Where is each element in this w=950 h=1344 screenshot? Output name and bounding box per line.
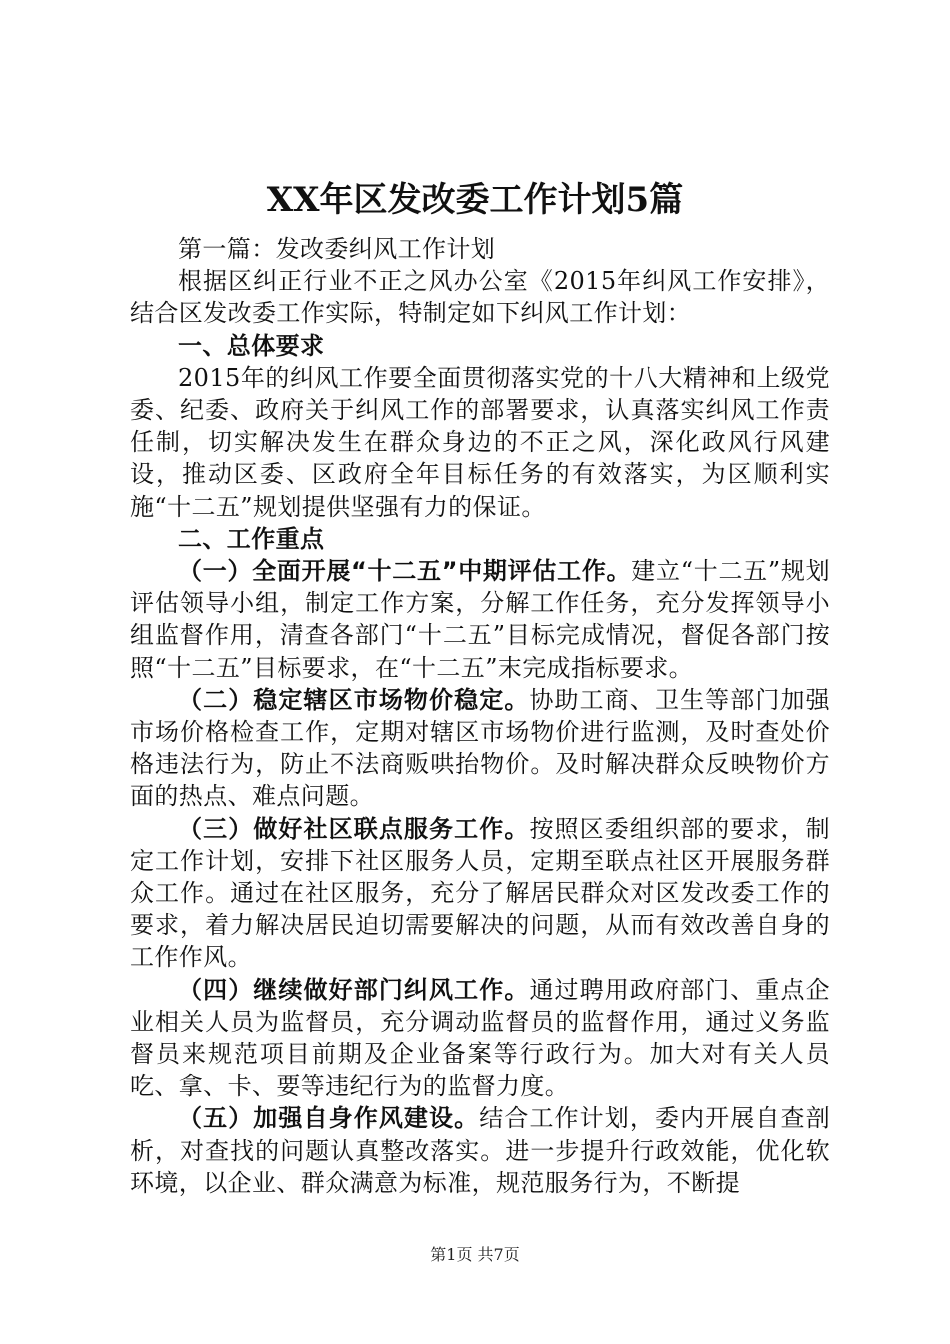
work-item-lead: （二）稳定辖区市场物价稳定。 — [178, 685, 530, 714]
work-item-3 — [130, 813, 830, 974]
document-title: XX年区发改委工作计划5篇 — [266, 180, 684, 220]
work-item-text: 按照区委组织部的要求，制定工作计划，安排下社区服务人员，定期至联点社区开展服务群众工作。通过在社区服务，充分了解居民群众对区发改委工作的要求，着力解决居民迫切需要解决的问题，从而有效改善自身的工作作风。 — [130, 814, 830, 972]
work-item-text: 通过聘用政府部门、重点企业相关人员为监督员，充分调动监督员的监督作用，通过义务监督员来规范项目前期及企业备案等行政行为。加大对有关人员吃、拿、卡、要等违纪行为的监督力度。 — [130, 975, 830, 1101]
work-item-text: 建立“十二五”规划评估领导小组，制定工作方案，分解工作任务，充分发挥领导小组监督作用，清查各部门“十二五”目标完成情况，督促各部门按照“十二五”目标要求，在“十二五”末完成指标要求。 — [130, 557, 830, 682]
work-item-4 — [130, 974, 830, 1103]
work-item-1 — [130, 555, 830, 684]
document-body — [130, 233, 830, 1199]
page-footer: 第1页 共7页 — [430, 1245, 520, 1264]
work-item-2 — [130, 684, 830, 813]
section-heading-2: 二、工作重点 — [178, 524, 325, 553]
work-item-text: 协助工商、卫生等部门加强市场价格检查工作，定期对辖区市场物价进行监测，及时查处价格违法行为，防止不法商贩哄抬物价。及时解决群众反映物价方面的热点、难点问题。 — [130, 685, 830, 811]
work-item-lead: （一）全面开展“十二五”中期评估工作。 — [178, 557, 632, 586]
work-item-text: 结合工作计划，委内开展自查剖析，对查找的问题认真整改落实。进一步提升行政效能，优化软环境，以企业、群众满意为标准，规范服务行为，不断提 — [130, 1104, 830, 1197]
part-heading: 第一篇：发改委纠风工作计划 — [178, 235, 496, 263]
section-paragraph-1: 2015年的纠风工作要全面贯彻落实党的十八大精神和上级党委、纪委、政府关于纠风工作的部署要求，认真落实纠风工作责任制，切实解决发生在群众身边的不正之风，深化政风行风建设，推动区委、区政府全年目标任务的有效落实，为区顺利实施“十二五”规划提供坚强有力的保证。 — [130, 363, 830, 521]
intro-paragraph: 根据区纠正行业不正之风办公室《2015年纠风工作安排》，结合区发改委工作实际，特制定如下纠风工作计划： — [130, 267, 830, 328]
work-item-lead: （四）继续做好部门纠风工作。 — [178, 975, 530, 1004]
work-item-5 — [130, 1102, 830, 1199]
work-item-lead: （三）做好社区联点服务工作。 — [178, 814, 530, 843]
work-item-lead: （五）加强自身作风建设。 — [178, 1104, 480, 1133]
section-heading-1: 一、总体要求 — [178, 331, 325, 360]
